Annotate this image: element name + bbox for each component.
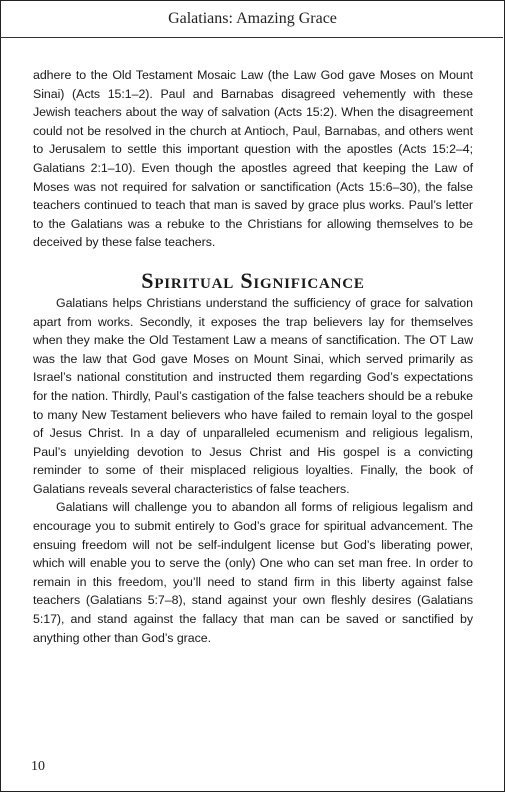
page-body (33, 66, 473, 647)
intro-paragraph: adhere to the Old Testament Mosaic Law (the Law God gave Moses on Mount Sinai) (Acts 15:1–2). Paul and Barnabas disagreed vehemently with these Jewish teachers about the way of salvation (Acts 15:2). When the disagreement could not be resolved in the church at Antioch, Paul, Barnabas, and others went to Jerusalem to settle this important question with the apostles (Acts 15:2–4; Galatians 2:1–10). Even though the apostles agreed that keeping the Law of Moses was not required for salvation or sanctification (Acts 15:6–30), the false teachers continued to teach that man is saved by grace plus works. Paul’s letter to the Galatians was a rebuke to the Christians for allowing themselves to be deceived by these false teachers. (33, 68, 473, 250)
body-paragraph-2: Galatians will challenge you to abandon all forms of religious legalism and encourage you to submit entirely to God’s grace for spiritual advancement. The ensuing freedom will not be self-indulgent license but God’s liberating power, which will enable you to serve the (only) One who can set man free. In order to remain in this freedom, you’ll need to stand firm in this liberty against false teachers (Galatians 5:7–8), stand against your own fleshly desires (Galatians 5:17), and stand against the fallacy that man can be saved or sanctified by anything other than God’s grace. (33, 500, 473, 645)
section-heading: Spiritual Significance (141, 267, 365, 293)
page-number: 10 (31, 759, 45, 774)
header-rule (0, 37, 503, 38)
running-header: Galatians: Amazing Grace (168, 10, 337, 27)
body-paragraph-1: Galatians helps Christians understand the sufficiency of grace for salvation apart from works. Secondly, it exposes the trap believers lay for themselves when they make the Old Testament Law a means of sanctification. The OT Law was the law that God gave Moses on Mount Sinai, which served primarily as Israel’s national constitution and instructed them regarding God’s expectations for the nation. Thirdly, Paul’s castigation of the false teachers should be a rebuke to many New Testament believers who have failed to remain loyal to the gospel of Jesus Christ. In a day of unparalleled ecumenism and religious legalism, Paul’s unyielding devotion to Jesus Christ and His gospel is a convicting reminder to some of their misplaced religious loyalties. Finally, the book of Galatians reveals several characteristics of false teachers. (33, 295, 473, 496)
